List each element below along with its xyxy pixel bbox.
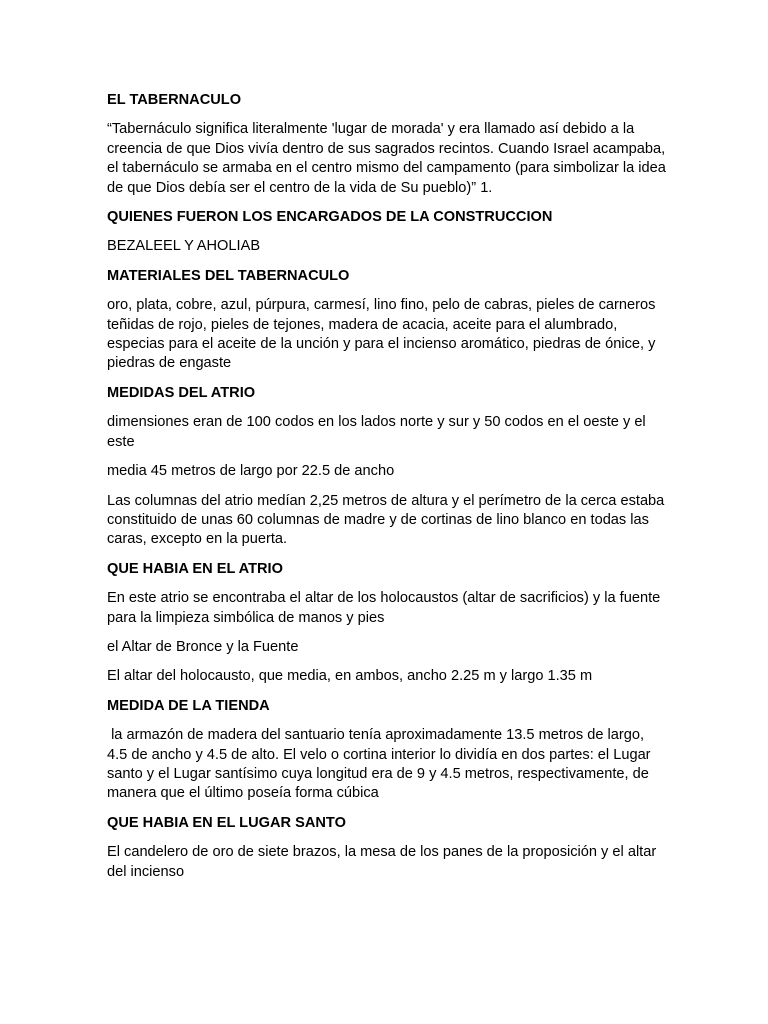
paragraph-materiales: oro, plata, cobre, azul, púrpura, carmesí, lino fino, pelo de cabras, pieles de carneros teñidas de rojo, pieles de tejones, madera de acacia, aceite para el alumbrado, especias para el aceite de la unción y para el incienso aromático, piedras de ónice, y piedras de engaste [107, 297, 660, 372]
heading-el-tabernaculo: EL TABERNACULO [107, 92, 242, 108]
paragraph-lugar-santo: El candelero de oro de siete brazos, la mesa de los panes de la proposición y el altar del incienso [107, 844, 661, 880]
heading-medidas-atrio: MEDIDAS DEL ATRIO [107, 384, 256, 401]
heading-materiales: MATERIALES DEL TABERNACULO [107, 267, 350, 284]
document-page [107, 91, 670, 892]
paragraph-definicion: “Tabernáculo significa literalmente 'lugar de morada' y era llamado así debido a la creencia de que Dios vivía dentro de sus sagrados recintos. Cuando Israel acampaba, el tabernáculo se armaba en el centro mismo del campamento (para simbolizar la idea de que Dios debía ser el centro de la vida de Su pueblo)” 1. [107, 121, 670, 196]
paragraph-encargados: BEZALEEL Y AHOLIAB [107, 238, 261, 255]
heading-lugar-santo: QUE HABIA EN EL LUGAR SANTO [107, 814, 346, 831]
paragraph-tienda: la armazón de madera del santuario tenía aproximadamente 13.5 metros de largo, 4.5 de ancho y 4.5 de alto. El velo o cortina interior lo dividía en dos partes: el Lugar santo y el Lugar santísimo cuya longitud era de 9 y 4.5 metros, respectivamente, de manera que el último poseía forma cúbica [107, 727, 655, 802]
paragraph-atrio-contenido: En este atrio se encontraba el altar de los holocaustos (altar de sacrificios) y la fuente para la limpieza simbólica de manos y pies [107, 590, 665, 626]
heading-que-habia-atrio: QUE HABIA EN EL ATRIO [107, 560, 283, 577]
paragraph-altar-holocausto: El altar del holocausto, que media, en ambos, ancho 2.25 m y largo 1.35 m [107, 668, 593, 685]
heading-encargados: QUIENES FUERON LOS ENCARGADOS DE LA CONSTRUCCION [107, 209, 553, 226]
paragraph-metros: media 45 metros de largo por 22.5 de ancho [107, 463, 395, 480]
paragraph-altar-fuente: el Altar de Bronce y la Fuente [107, 638, 299, 655]
paragraph-dimensiones: dimensiones eran de 100 codos en los lados norte y sur y 50 codos en el oeste y el este [107, 414, 650, 450]
paragraph-columnas: Las columnas del atrio medían 2,25 metros de altura y el perímetro de la cerca estaba constituido de unas 60 columnas de madre y de cortinas de lino blanco en todas las caras, excepto en la puerta. [107, 492, 669, 548]
heading-medida-tienda: MEDIDA DE LA TIENDA [107, 697, 270, 714]
